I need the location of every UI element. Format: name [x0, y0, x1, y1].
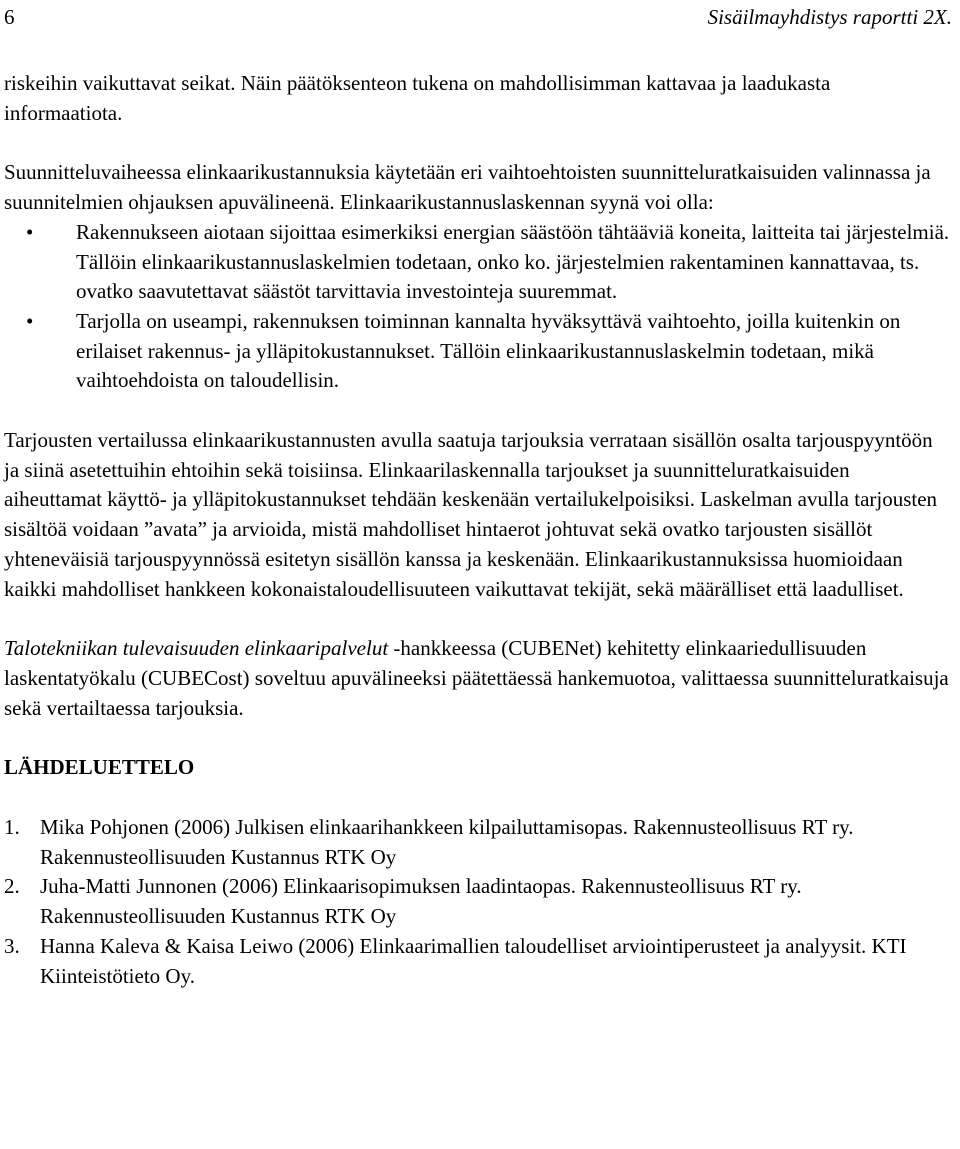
reference-number: 3.	[4, 933, 20, 958]
bullet-item	[4, 307, 950, 396]
page-number: 6	[4, 5, 15, 29]
bullet-item	[4, 218, 950, 307]
paragraph-3: Tarjousten vertailussa elinkaarikustannusten avulla saatuja tarjouksia verrataan sisällön osalta tarjouspyyntöön ja siinä asetettuihin ehtoihin sekä toisiinsa. Elinkaarilaskennalla tarjoukset ja suunnitteluratkaisuiden aiheuttamat käyttö- ja ylläpitokustannukset tehdään keskenään vertailukelpoisiksi. Laskelman avulla tarjousten sisältöä voidaan ”avata” ja arvioida, mistä mahdolliset hintaerot johtuvat sekä ovatko tarjousten sisällöt yhteneväisiä tarjouspyynnössä esitetyn sisällön kanssa ja keskenään. Elinkaarikustannuksissa huomioidaan kaikki mahdolliset hankkeen kokonaistaloudellisuuteen vaikuttavat tekijät, sekä määrälliset että laadulliset.	[4, 428, 938, 601]
running-title: Sisäilmayhdistys raportti 2X.	[707, 5, 952, 29]
page-body	[4, 69, 950, 991]
bullet-icon: •	[26, 219, 34, 244]
reference-text: Mika Pohjonen (2006) Julkisen elinkaarihankkeen kilpailuttamisopas. Rakennusteollisuus RT ry. Rakennusteollisuuden Kustannus RTK Oy	[40, 815, 854, 869]
paragraph-4-text: -hankkeessa (CUBENet) kehitetty elinkaariedullisuuden laskentatyökalu (CUBECost) soveltuu apuvälineeksi päätettäessä hankemuotoa, valittaessa suunnitteluratkaisuja sekä vertailtaessa tarjouksia.	[4, 636, 949, 720]
paragraph-4	[4, 634, 950, 723]
project-name: Talotekniikan tulevaisuuden elinkaaripalvelut	[4, 636, 389, 661]
reference-item	[4, 872, 950, 931]
reference-number: 2.	[4, 874, 20, 899]
reference-item	[4, 932, 950, 991]
paragraph-2: Suunnitteluvaiheessa elinkaarikustannuksia käytetään eri vaihtoehtoisten suunnitteluratkaisuiden valinnassa ja suunnitelmien ohjauksen apuvälineenä. Elinkaarikustannuslaskennan syynä voi olla:	[4, 160, 931, 215]
paragraph-1: riskeihin vaikuttavat seikat. Näin päätöksenteon tukena on mahdollisimman kattavaa ja laadukasta informaatiota.	[4, 71, 831, 125]
bullet-text: Tarjolla on useampi, rakennuksen toiminnan kannalta hyväksyttävä vaihtoehto, joilla kuitenkin on erilaiset rakennus- ja ylläpitokustannukset. Tällöin elinkaarikustannuslaskelmin todetaan, mikä vaihtoehdoista on taloudellisin.	[76, 308, 901, 393]
reference-text: Juha-Matti Junnonen (2006) Elinkaarisopimuksen laadintaopas. Rakennusteollisuus RT ry. Rakennusteollisuuden Kustannus RTK Oy	[40, 874, 802, 929]
bullet-text: Rakennukseen aiotaan sijoittaa esimerkiksi energian säästöön tähtääviä koneita, laitteita tai järjestelmiä. Tällöin elinkaarikustannuslaskelmien todetaan, onko ko. järjestelmien rakentaminen kannattavaa, ts. ovatko saavutettavat säästöt tarvittavia investointeja suuremmat.	[76, 219, 950, 304]
references-heading: LÄHDELUETTELO	[4, 755, 195, 780]
references-list	[4, 813, 950, 991]
page-header	[4, 2, 952, 32]
reference-number: 1.	[4, 815, 20, 840]
bullet-icon: •	[26, 308, 34, 333]
reasons-bullet-list	[4, 218, 950, 396]
reference-item	[4, 813, 950, 872]
reference-text: Hanna Kaleva & Kaisa Leiwo (2006) Elinkaarimallien taloudelliset arviointiperusteet ja analyysit. KTI Kiinteistötieto Oy.	[40, 933, 907, 988]
